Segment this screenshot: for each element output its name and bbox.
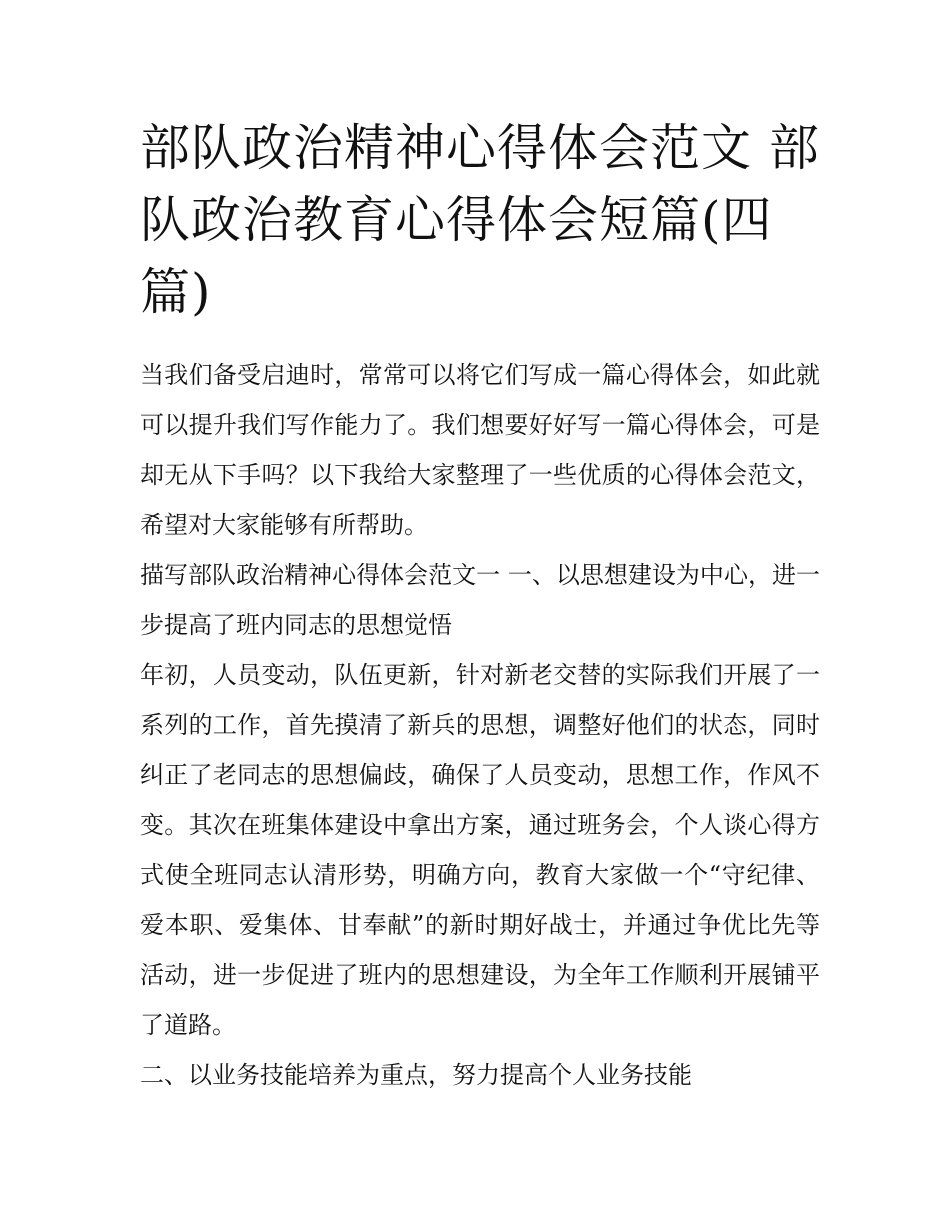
document-page — [140, 112, 820, 1100]
body-paragraph: 年初，人员变动，队伍更新，针对新老交替的实际我们开展了一系列的工作，首先摸清了新兵的思想，调整好他们的状态，同时纠正了老同志的思想偏歧，确保了人员变动，思想工作，作风不变。其次在班集体建设中拿出方案，通过班务会，个人谈心得方式使全班同志认清形势，明确方向，教育大家做一个“守纪律、爱本职、爱集体、甘奉献”的新时期好战士，并通过争优比先等活动，进一步促进了班内的思想建设，为全年工作顺利开展铺平了道路。 — [140, 661, 820, 1039]
intro-paragraph: 当我们备受启迪时，常常可以将它们写成一篇心得体会，如此就可以提升我们写作能力了。我们想要好好写一篇心得体会，可是却无从下手吗？以下我给大家整理了一些优质的心得体会范文，希望对大家能够有所帮助。 — [140, 361, 820, 539]
document-title: 部队政治精神心得体会范文 部队政治教育心得体会短篇(四篇) — [140, 119, 820, 321]
section-heading-2: 二、以业务技能培养为重点，努力提高个人业务技能 — [140, 1061, 692, 1089]
section-heading-1: 描写部队政治精神心得体会范文一 一、以思想建设为中心，进一步提高了班内同志的思想觉悟 — [140, 561, 820, 639]
